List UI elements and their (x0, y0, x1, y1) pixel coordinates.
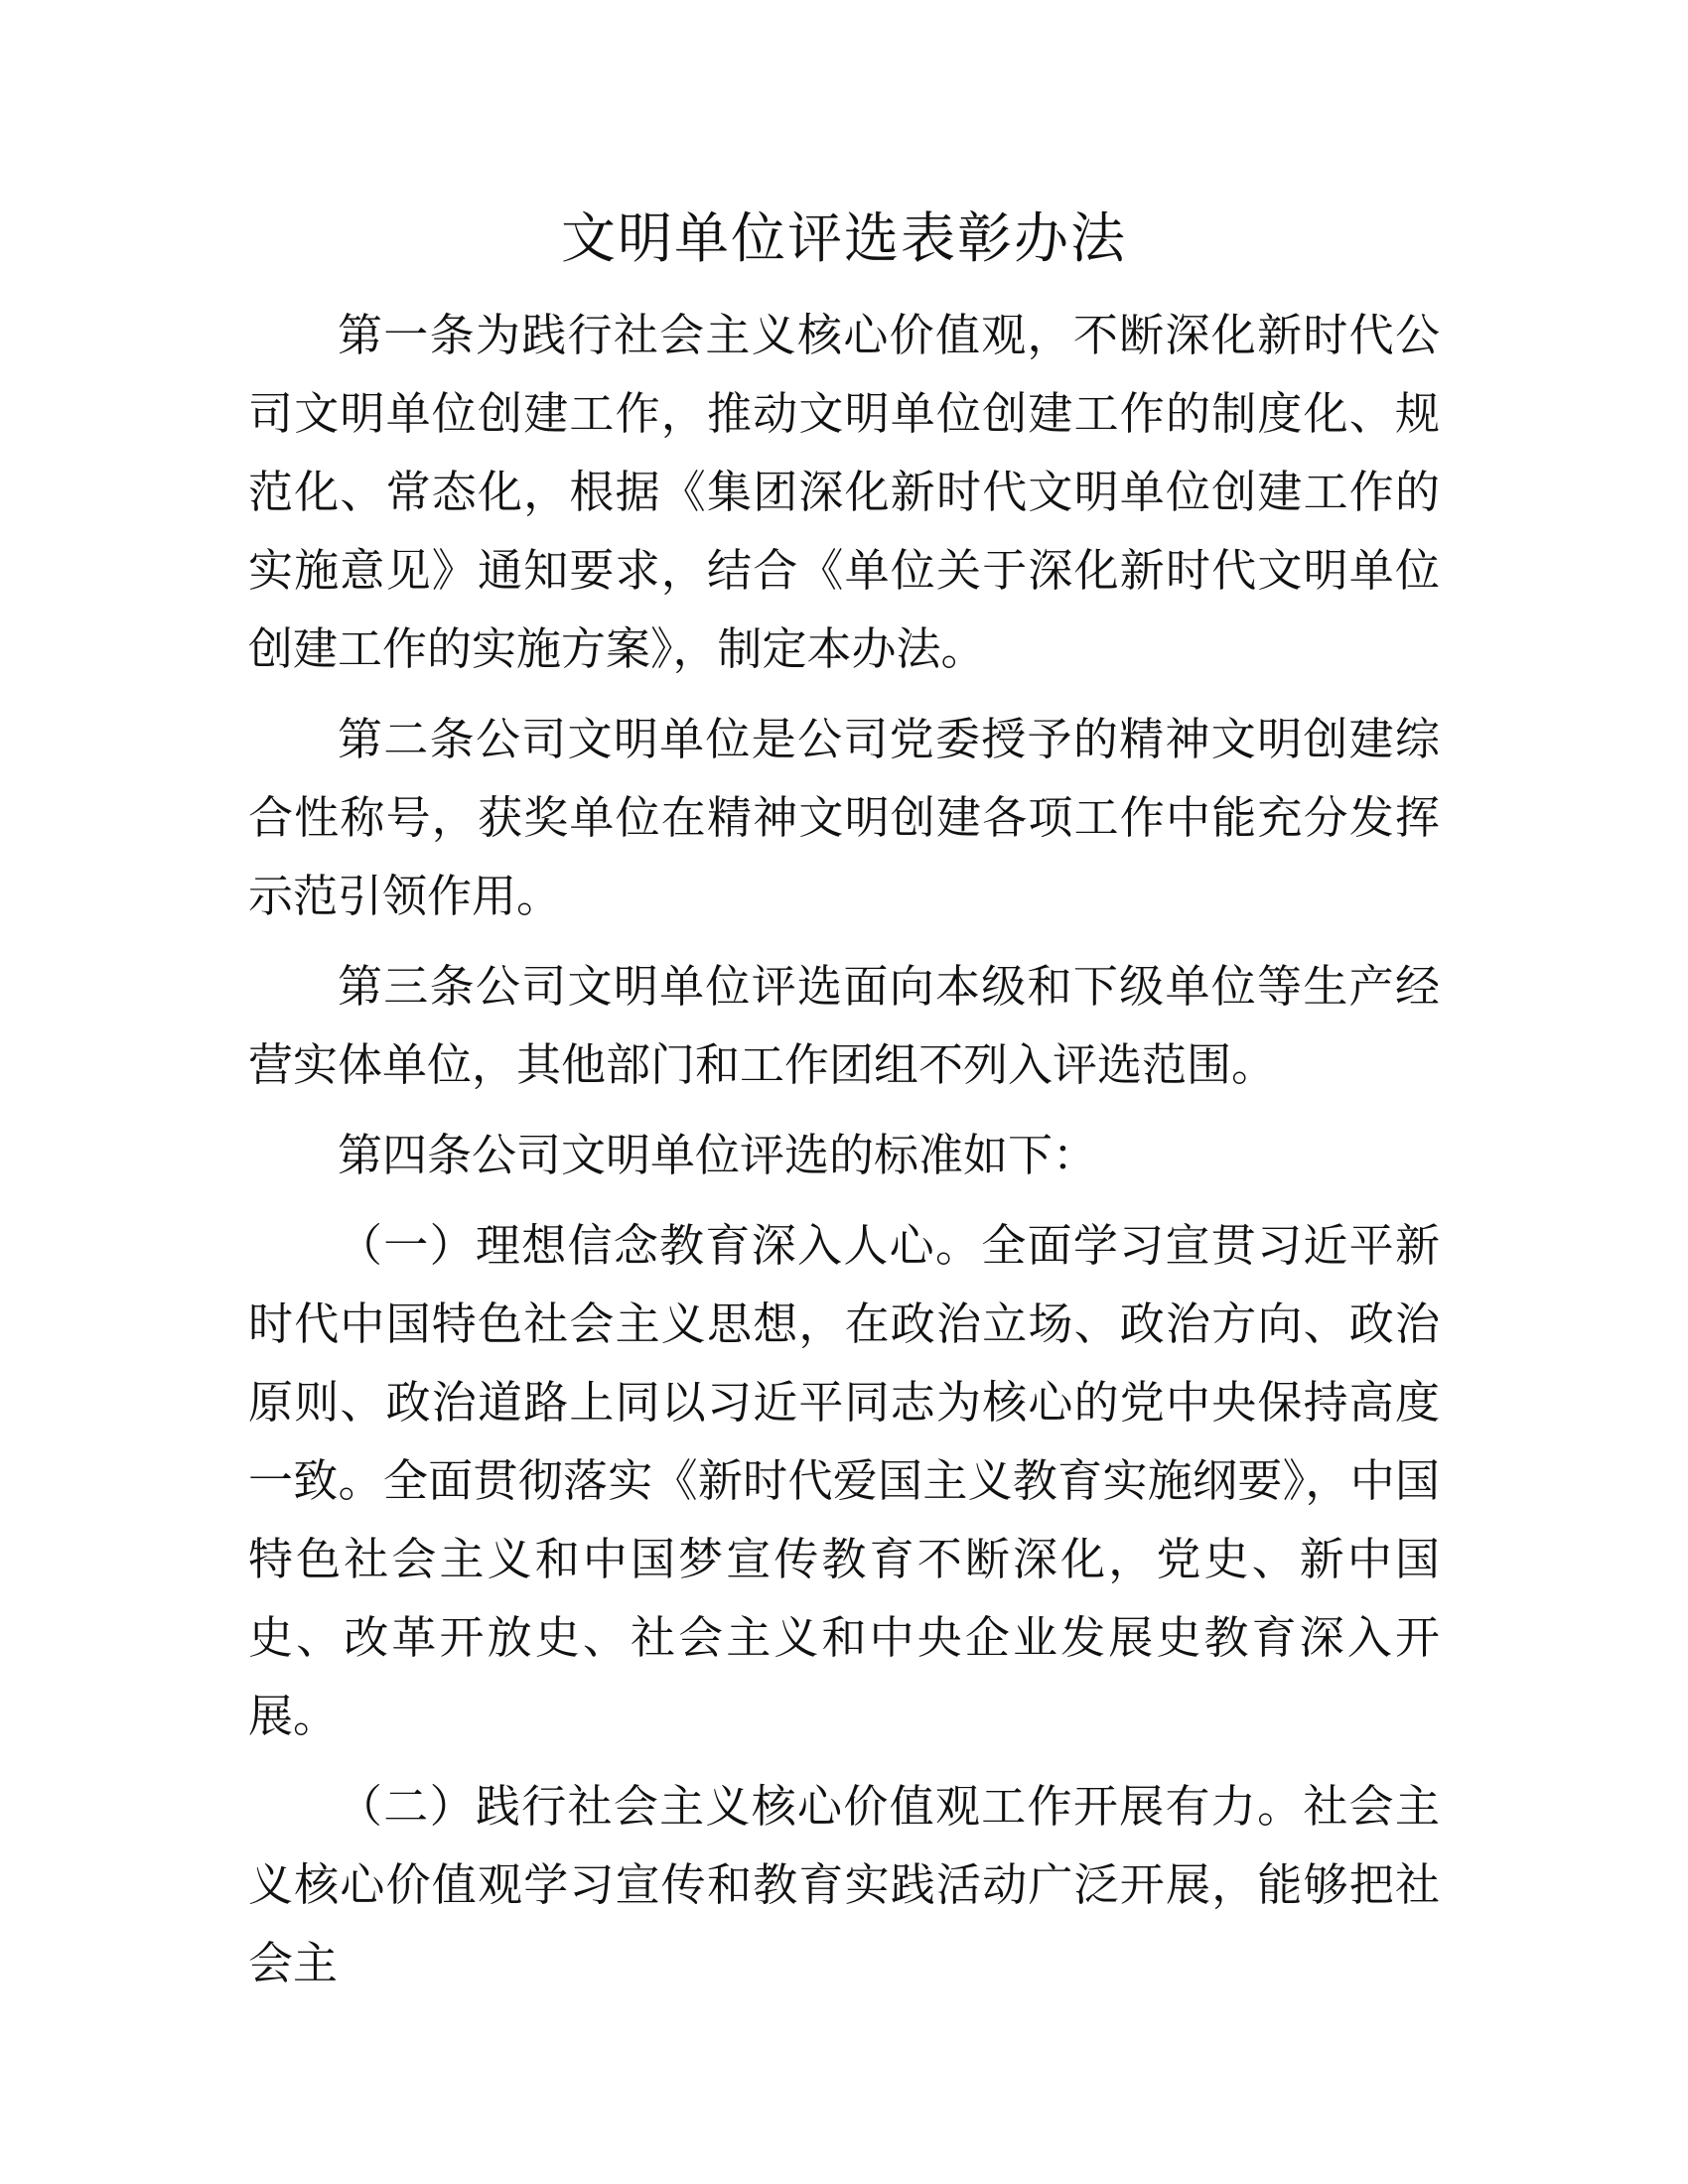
document-body (248, 296, 1440, 2014)
paragraph-article-1: 第一条为践行社会主义核心价值观，不断深化新时代公司文明单位创建工作，推动文明单位创建工作的制度化、规范化、常态化，根据《集团深化新时代文明单位创建工作的实施意见》通知要求，结合《单位关于深化新时代文明单位创建工作的实施方案》，制定本办法。 (248, 309, 1440, 675)
document-title: 文明单位评选表彰办法 (560, 206, 1127, 270)
paragraph-item-2: （二）践行社会主义核心价值观工作开展有力。社会主义核心价值观学习宣传和教育实践活动广泛开展，能够把社会主 (248, 1780, 1440, 1989)
paragraph-item-1: （一）理想信念教育深入人心。全面学习宣贯习近平新时代中国特色社会主义思想，在政治立场、政治方向、政治原则、政治道路上同以习近平同志为核心的党中央保持高度一致。全面贯彻落实《新时代爱国主义教育实施纲要》，中国特色社会主义和中国梦宣传教育不断深化，党史、新中国史、改革开放史、社会主义和中央企业发展史教育深入开展。 (248, 1219, 1440, 1742)
paragraph-article-4: 第四条公司文明单位评选的标准如下： (338, 1129, 1098, 1181)
paragraph-article-2: 第二条公司文明单位是公司党委授予的精神文明创建综合性称号，获奖单位在精神文明创建各项工作中能充分发挥示范引领作用。 (248, 713, 1440, 922)
paragraph-article-3: 第三条公司文明单位评选面向本级和下级单位等生产经营实体单位，其他部门和工作团组不列入评选范围。 (248, 960, 1440, 1091)
